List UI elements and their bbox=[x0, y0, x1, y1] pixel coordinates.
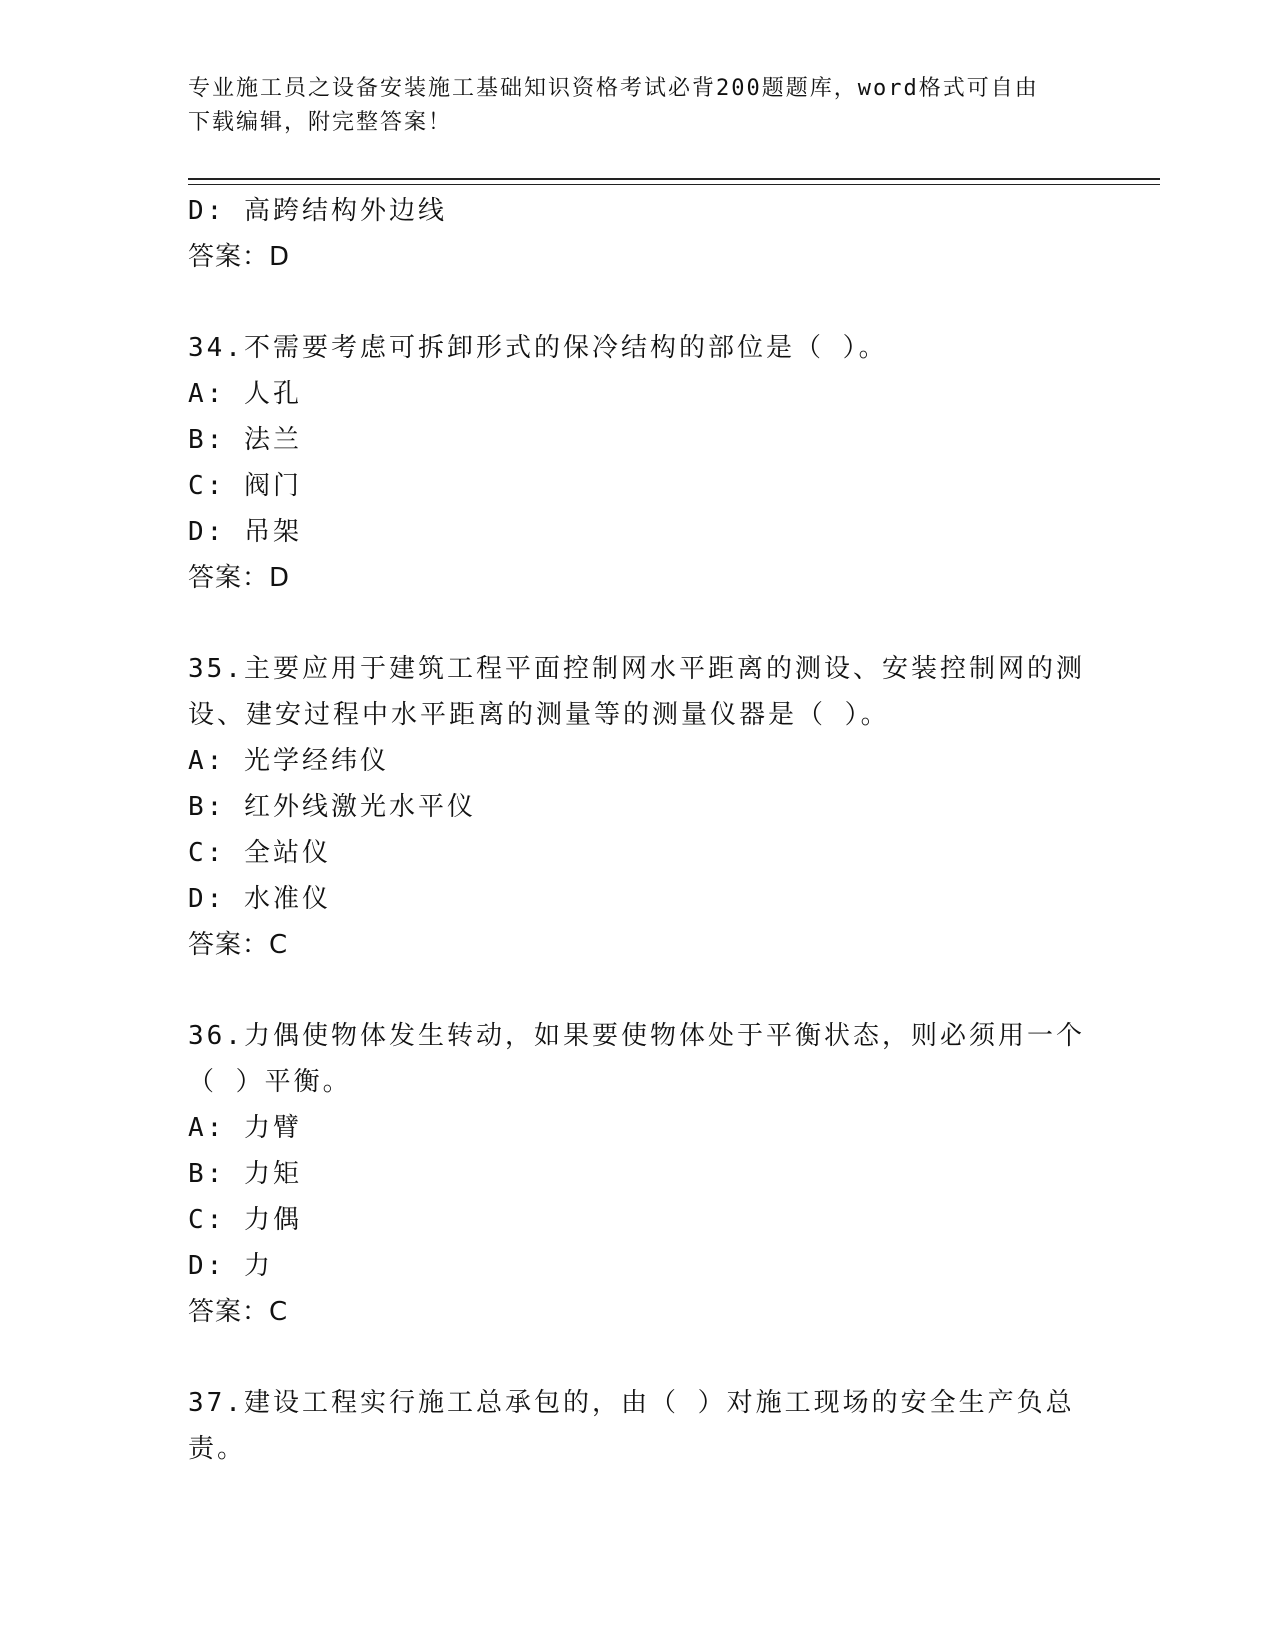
answer-line: 答案：D bbox=[188, 563, 291, 593]
option-b: B: 法兰 bbox=[188, 425, 302, 455]
header-divider-thin bbox=[188, 184, 1160, 185]
document-header bbox=[188, 72, 1088, 140]
option-c: C: 力偶 bbox=[188, 1205, 302, 1235]
answer-line: 答案：C bbox=[188, 1297, 289, 1327]
question-text-continued: 责。 bbox=[188, 1434, 247, 1464]
option-a: A: 人孔 bbox=[188, 379, 302, 409]
option-b: B: 红外线激光水平仪 bbox=[188, 792, 476, 822]
option-d: D: 水准仪 bbox=[188, 884, 331, 914]
header-divider-thick bbox=[188, 178, 1160, 180]
question-text: 37.建设工程实行施工总承包的，由（ ）对施工现场的安全生产负总 bbox=[188, 1388, 1075, 1418]
question-list bbox=[188, 188, 1088, 1472]
question-37 bbox=[188, 1380, 1088, 1472]
question-34 bbox=[188, 325, 1088, 601]
option-a: A: 力臂 bbox=[188, 1113, 302, 1143]
question-text: 35.主要应用于建筑工程平面控制网水平距离的测设、安装控制网的测 bbox=[188, 654, 1085, 684]
question-36 bbox=[188, 1013, 1088, 1335]
question-text: 36.力偶使物体发生转动，如果要使物体处于平衡状态，则必须用一个 bbox=[188, 1021, 1085, 1051]
header-title-line-1: 专业施工员之设备安装施工基础知识资格考试必背200题题库，word格式可自由 bbox=[188, 76, 1039, 101]
option-b: B: 力矩 bbox=[188, 1159, 302, 1189]
answer-line: 答案：D bbox=[188, 242, 291, 272]
option-d: D: 吊架 bbox=[188, 517, 302, 547]
header-title-line-2: 下载编辑，附完整答案！ bbox=[188, 110, 453, 135]
question-35 bbox=[188, 646, 1088, 968]
option-a: A: 光学经纬仪 bbox=[188, 746, 389, 776]
answer-line: 答案：C bbox=[188, 930, 289, 960]
question-text-continued: （ ）平衡。 bbox=[188, 1067, 352, 1097]
option-c: C: 全站仪 bbox=[188, 838, 331, 868]
option-d: D: 高跨结构外边线 bbox=[188, 196, 447, 226]
option-d: D: 力 bbox=[188, 1251, 273, 1281]
question-text: 34.不需要考虑可拆卸形式的保冷结构的部位是（ ）。 bbox=[188, 333, 888, 363]
question-text-continued: 设、建安过程中水平距离的测量等的测量仪器是（ ）。 bbox=[188, 700, 890, 730]
option-c: C: 阀门 bbox=[188, 471, 302, 501]
